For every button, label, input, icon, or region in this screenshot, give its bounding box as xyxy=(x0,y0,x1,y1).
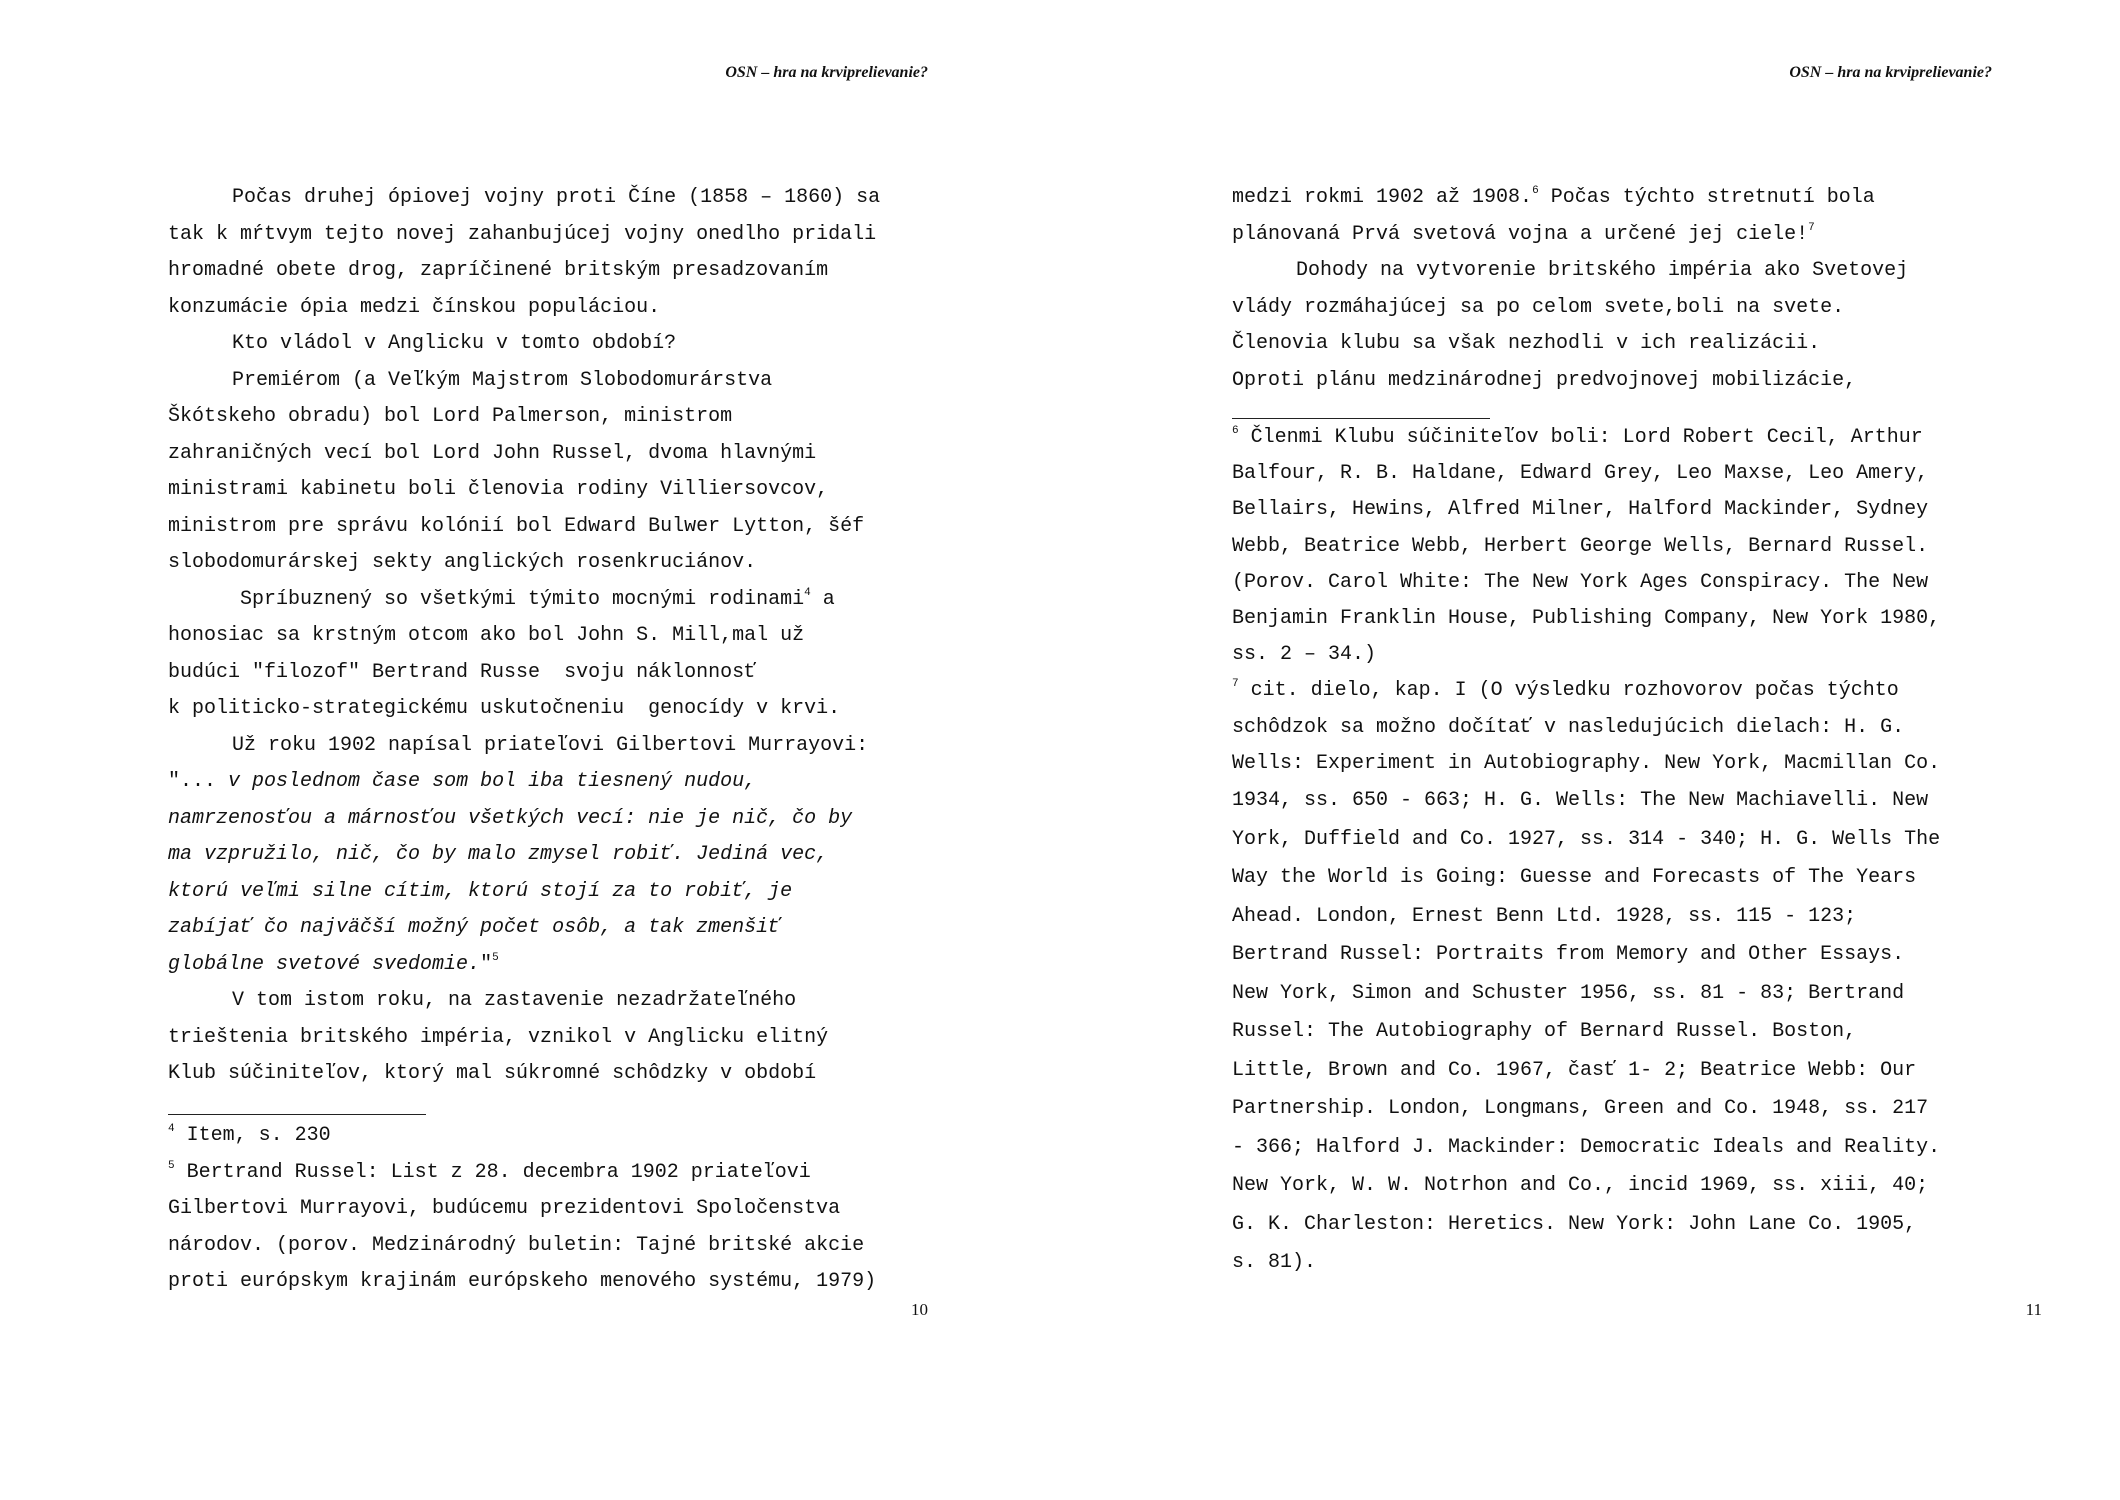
text-line: budúci "filozof" Bertrand Russe svoju náklonnosť xyxy=(168,660,757,684)
footnote-text: Item, s. 230 xyxy=(186,1124,331,1147)
footnote-line: schôdzok sa možno dočítať v nasledujúcich dielach: H. G. xyxy=(1232,715,1905,739)
footnote-line: Bertrand Russel: Portraits from Memory and Other Essays. xyxy=(1232,943,1905,967)
footnotes xyxy=(168,1118,978,1301)
footnote-line: proti európskym krajinám európskeho menového systému, 1979) xyxy=(168,1270,877,1293)
footnote-text: Bertrand Russel: List z 28. decembra 1902 priateľovi xyxy=(186,1160,811,1184)
text-line: vlády rozmáhajúcej sa po celom svete,boli na svete. xyxy=(1232,295,1845,319)
text-line: trieštenia britského impéria, vznikol v Anglicku elitný xyxy=(168,1025,829,1049)
footnote-line: Bellairs, Hewins, Alfred Milner, Halford Mackinder, Sydney xyxy=(1232,498,1929,522)
footnote xyxy=(168,1118,978,1155)
text-line: Premiérom (a Veľkým Majstrom Slobodomurárstva xyxy=(232,368,773,392)
footnote-ref: 7 xyxy=(1808,221,1815,234)
text-line: V tom istom roku, na zastavenie nezadržateľného xyxy=(232,989,797,1012)
quote-line: ma vzpružilo, nič, čo by malo zmysel robiť. Jediná vec, xyxy=(168,843,829,866)
text-line: ministrom pre správu kolónií bol Edward Bulwer Lytton, šéf xyxy=(168,514,865,538)
footnote-ref: 5 xyxy=(492,951,499,964)
text-line: Klub súčiniteľov, ktorý mal súkromné schôdzky v období xyxy=(168,1062,817,1085)
quote-text: v poslednom čase som bol iba tiesnený nudou, xyxy=(228,770,757,793)
text-line: zahraničných vecí bol Lord John Russel, dvoma hlavnými xyxy=(168,441,817,465)
text-line: ministrami kabinetu boli členovia rodiny Villiersovcov, xyxy=(168,478,829,501)
quote-line: zabíjať čo najväčší možný počet osôb, a tak zmenšiť xyxy=(168,916,781,939)
text-segment: Počas týchto stretnutí bola xyxy=(1550,186,1875,209)
body-text xyxy=(168,180,968,1093)
footnote-number: 6 xyxy=(1232,425,1239,437)
footnote xyxy=(168,1155,978,1192)
footnote-ref: 6 xyxy=(1532,185,1539,197)
footnote-line: (Porov. Carol White: The New York Ages Conspiracy. The New xyxy=(1232,570,1929,594)
footnote-divider xyxy=(168,1114,426,1115)
text-line: hromadné obete drog, zapríčinené britským presadzovaním xyxy=(168,259,829,282)
text-line: Oproti plánu medzinárodnej predvojnovej mobilizácie, xyxy=(1232,368,1857,392)
footnote-line: New York, Simon and Schuster 1956, ss. 81 - 83; Bertrand xyxy=(1232,981,1905,1005)
text-line: Počas druhej ópiovej vojny proti Číne (1858 – 1860) sa xyxy=(232,186,881,209)
footnote-number: 7 xyxy=(1232,678,1239,691)
footnote-line: - 366; Halford J. Mackinder: Democratic Ideals and Reality. xyxy=(1232,1135,1941,1159)
text-line: slobodomurárskej sekty anglických rosenkruciánov. xyxy=(168,551,757,574)
footnote-line: Ahead. London, Ernest Benn Ltd. 1928, ss. 115 - 123; xyxy=(1232,904,1857,928)
text-line: honosiac sa krstným otcom ako bol John S. Mill,mal už xyxy=(168,624,805,647)
text-line xyxy=(168,947,968,984)
text-line xyxy=(1232,217,2032,254)
quote-line: ktorú veľmi silne cítim, ktorú stojí za to robiť, je xyxy=(168,879,793,903)
text-line: Škótskeho obradu) bol Lord Palmerson, ministrom xyxy=(168,405,733,428)
page-number: 10 xyxy=(911,1300,928,1319)
footnote-line: Webb, Beatrice Webb, Herbert George Wells, Bernard Russel. xyxy=(1232,534,1929,558)
running-head: OSN – hra na krviprelievanie? xyxy=(1789,64,1992,81)
text-line xyxy=(168,582,968,619)
footnote-number: 5 xyxy=(168,1159,175,1172)
footnote-line: Gilbertovi Murrayovi, budúcemu prezidentovi Spoločenstva xyxy=(168,1197,841,1220)
text-line: konzumácie ópia medzi čínskou populáciou. xyxy=(168,295,661,319)
footnote-text: cit. dielo, kap. I (O výsledku rozhovorov počas týchto xyxy=(1250,679,1899,703)
footnote-line: 1934, ss. 650 - 663; H. G. Wells: The New Machiavelli. New xyxy=(1232,789,1929,813)
right-page xyxy=(1060,0,2120,1500)
text-segment: plánovaná Prvá svetová vojna a určené jej ciele! xyxy=(1232,222,1809,246)
footnote-line: národov. (porov. Medzinárodný buletin: Tajné britské akcie xyxy=(168,1233,865,1257)
footnote-line: Balfour, R. B. Haldane, Edward Grey, Leo Maxse, Leo Amery, xyxy=(1232,462,1929,486)
footnote xyxy=(1232,673,2042,709)
text-line: tak k mŕtvym tejto novej zahanbujúcej vojny onedlho pridali xyxy=(168,222,877,246)
text-segment: medzi rokmi 1902 až 1908. xyxy=(1232,186,1533,209)
footnote-line: Way the World is Going: Guesse and Forecasts of The Years xyxy=(1232,866,1917,890)
footnote-line: Benjamin Franklin House, Publishing Company, New York 1980, xyxy=(1232,607,1941,631)
text-line xyxy=(168,764,968,801)
text-segment: " xyxy=(480,952,493,976)
footnotes xyxy=(1232,420,2042,1283)
footnote xyxy=(1232,420,2042,456)
footnote-divider xyxy=(1232,418,1490,419)
quote-text: globálne svetové svedomie. xyxy=(168,952,481,976)
footnote-ref: 4 xyxy=(804,586,811,599)
footnote-line: Wells: Experiment in Autobiography. New York, Macmillan Co. xyxy=(1232,751,1941,775)
running-head: OSN – hra na krviprelievanie? xyxy=(725,64,928,81)
quote-line: namrzenosťou a márnosťou všetkých vecí: nie je nič, čo by xyxy=(168,806,853,830)
footnote-line: G. K. Charleston: Heretics. New York: John Lane Co. 1905, xyxy=(1232,1212,1917,1236)
text-line: Dohody na vytvorenie britského impéria ako Svetovej xyxy=(1296,259,1909,282)
text-line: Členovia klubu sa však nezhodli v ich realizácii. xyxy=(1232,332,1821,355)
text-line xyxy=(1232,180,2032,217)
footnote-line: York, Duffield and Co. 1927, ss. 314 - 340; H. G. Wells The xyxy=(1232,827,1941,851)
footnote-number: 4 xyxy=(168,1123,175,1135)
footnote-line: Russel: The Autobiography of Bernard Russel. Boston, xyxy=(1232,1020,1857,1044)
footnote-line: New York, W. W. Notrhon and Co., incid 1969, ss. xiii, 40; xyxy=(1232,1174,1929,1198)
footnote-text: Členmi Klubu súčiniteľov boli: Lord Robert Cecil, Arthur xyxy=(1250,426,1923,449)
text-line: Kto vládol v Anglicku v tomto období? xyxy=(232,332,677,355)
text-segment: a xyxy=(822,587,835,611)
text-line: k politicko-strategickému uskutočneniu genocídy v krvi. xyxy=(168,697,841,720)
footnote-line: ss. 2 – 34.) xyxy=(1232,643,1377,667)
footnote-line: Little, Brown and Co. 1967, časť 1- 2; Beatrice Webb: Our xyxy=(1232,1058,1917,1082)
text-segment: Spríbuznený so všetkými týmito mocnými rodinami xyxy=(240,587,805,611)
footnote-line: s. 81). xyxy=(1232,1251,1317,1275)
body-text xyxy=(1232,180,2032,399)
text-segment: "... xyxy=(168,770,217,793)
text-line: Už roku 1902 napísal priateľovi Gilbertovi Murrayovi: xyxy=(232,733,869,757)
footnote-line: Partnership. London, Longmans, Green and Co. 1948, ss. 217 xyxy=(1232,1097,1929,1121)
page-number: 11 xyxy=(2025,1300,2042,1319)
